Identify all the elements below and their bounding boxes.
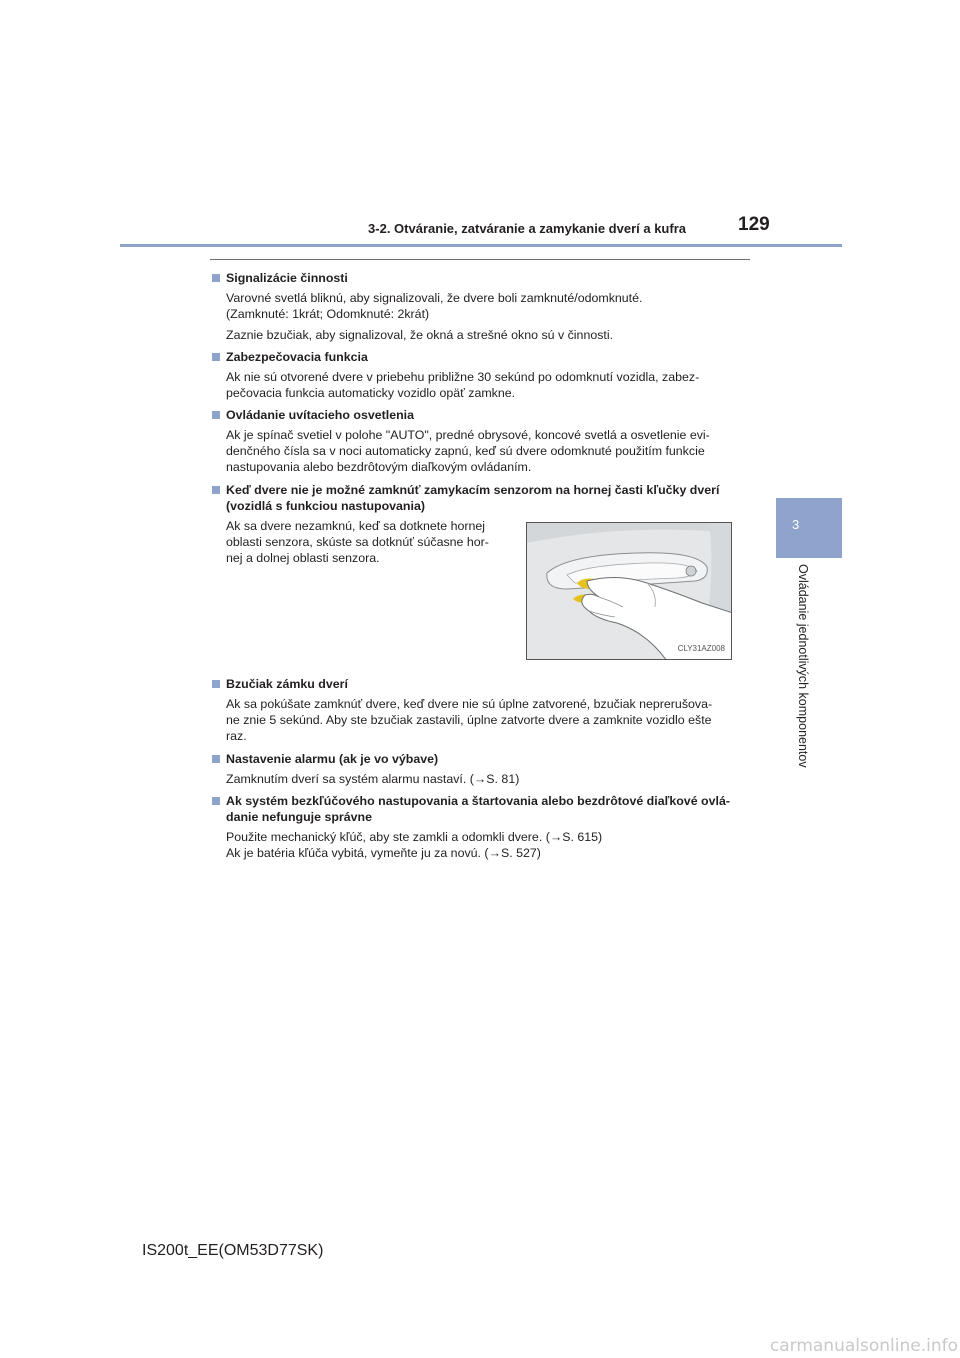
section-heading: Ovládanie uvítacieho osvetlenia <box>226 408 414 422</box>
section-paragraph: Zaznie bzučiak, aby signalizoval, že okná a strešné okno sú v činnosti. <box>226 328 614 342</box>
section-security-function <box>210 349 750 401</box>
header-title: 3-2. Otváranie, zatváranie a zamykanie dverí a kufra <box>368 221 686 236</box>
watermark: carmanualsonline.info <box>769 1336 958 1356</box>
section-heading: Nastavenie alarmu (ak je vo výbave) <box>226 752 439 766</box>
bullet-square-icon <box>212 797 220 805</box>
section-welcome-lighting <box>210 407 750 475</box>
bullet-square-icon <box>212 353 220 361</box>
section-heading: Ak systém bezkľúčového nastupovania a štartovania alebo bezdrôtové diaľkové ovlá- danie nefunguje správne <box>226 794 730 824</box>
chapter-tab <box>776 498 842 558</box>
section-alarm-setting <box>210 751 750 787</box>
page-number: 129 <box>738 214 770 235</box>
section-heading: Keď dvere nie je možné zamknúť zamykacím senzorom na hornej časti kľučky dverí (vozidlá s funkciou nastupovania) <box>226 483 720 513</box>
section-keyless-malfunction <box>210 793 750 861</box>
section-paragraph: Varovné svetlá bliknú, aby signalizovali, že dvere boli zamknuté/odomknuté. (Zamknuté: 1krát; Odomknuté: 2krát) <box>226 291 643 321</box>
bullet-square-icon <box>212 411 220 419</box>
bullet-square-icon <box>212 755 220 763</box>
door-handle-drawing <box>527 523 732 660</box>
section-paragraph: Ak sa dvere nezamknú, keď sa dotknete hornej oblasti senzora, skúste sa dotknúť súčasne hor- nej a dolnej oblasti senzora. <box>226 519 489 565</box>
section-paragraph: Ak nie sú otvorené dvere v priebehu približne 30 sekúnd po odomknutí vozidla, zabez- pečovacia funkcia automaticky vozidlo opäť zamkne. <box>226 370 700 400</box>
section-paragraph: Zamknutím dverí sa systém alarmu nastaví. (→S. 81) <box>226 772 520 786</box>
bullet-square-icon <box>212 274 220 282</box>
chapter-number: 3 <box>792 517 800 532</box>
bullet-square-icon <box>212 680 220 688</box>
section-heading: Bzučiak zámku dverí <box>226 677 348 691</box>
section-door-lock-buzzer <box>210 676 750 744</box>
chapter-label: Ovládanie jednotlivých komponentov <box>796 564 810 768</box>
section-heading: Signalizácie činnosti <box>226 271 348 285</box>
door-handle-illustration <box>526 522 732 660</box>
section-heading: Zabezpečovacia funkcia <box>226 350 368 364</box>
section-operation-signals <box>210 270 750 343</box>
header-rule <box>120 244 842 247</box>
bullet-square-icon <box>212 486 220 494</box>
document-code: IS200t_EE(OM53D77SK) <box>142 1242 324 1259</box>
section-paragraph: Ak je spínač svetiel v polohe "AUTO", predné obrysové, koncové svetlá a osvetlenie evi- denčného čísla sa v noci automaticky zapnú, keď sú dvere odomknuté použitím funkcie nastupovania alebo bezdrôtovým diaľkovým ovládaním. <box>226 428 710 474</box>
section-paragraph: Použite mechanický kľúč, aby ste zamkli a odomkli dvere. (→S. 615) Ak je batéria kľúča vybitá, vymeňte ju za novú. (→S. 527) <box>226 830 603 860</box>
content-top-rule <box>210 259 750 260</box>
illustration-code: CLY31AZ008 <box>677 644 725 653</box>
section-paragraph: Ak sa pokúšate zamknúť dvere, keď dvere nie sú úplne zatvorené, bzučiak neprerušova- ne znie 5 sekúnd. Aby ste bzučiak zastavili, úplne zatvorte dvere a zamknite vozidlo ešte raz. <box>226 697 713 743</box>
